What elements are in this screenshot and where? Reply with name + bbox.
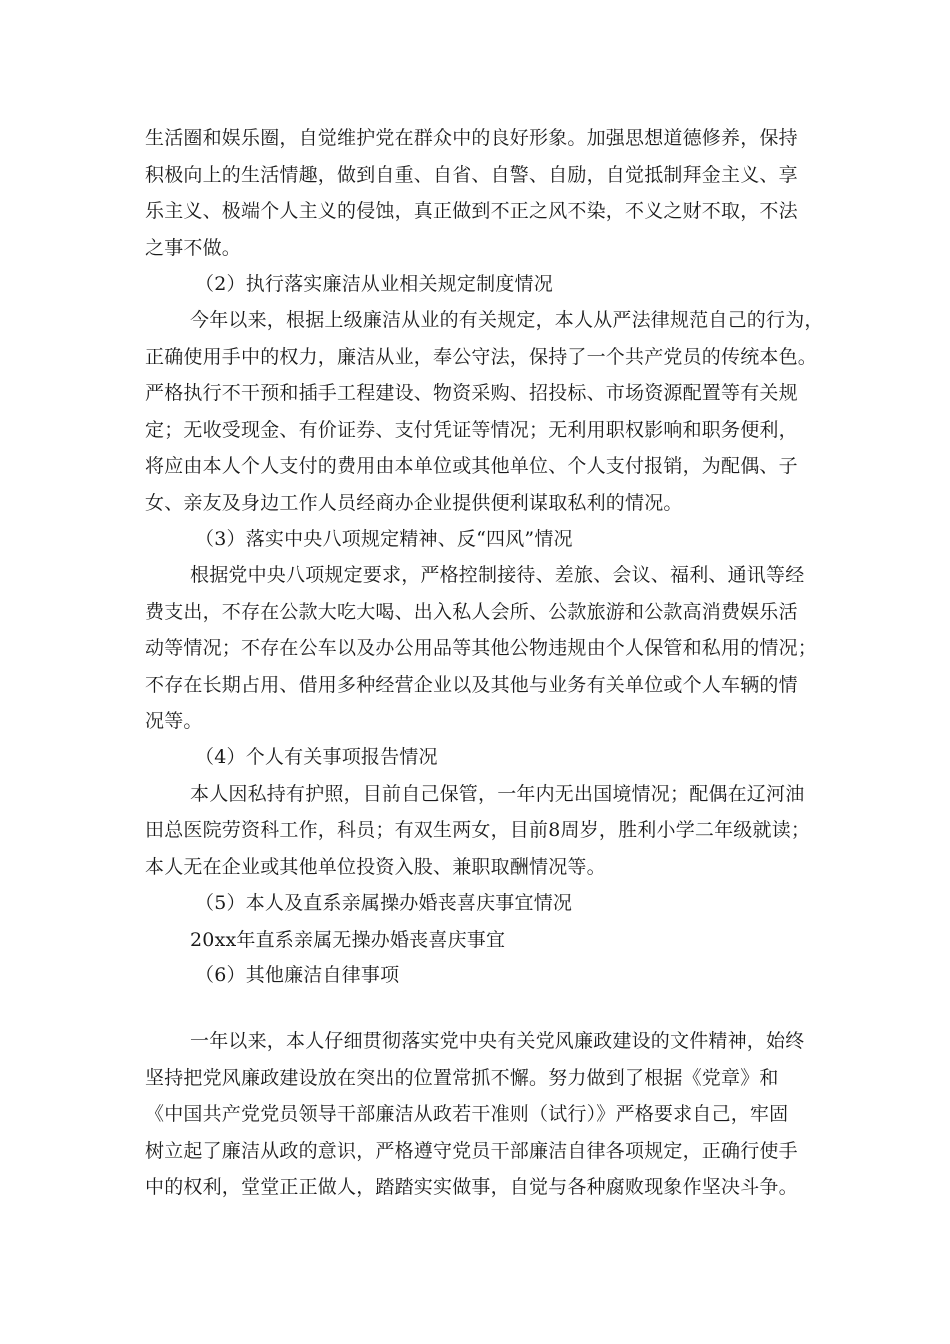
paragraph-line: 将应由本人个人支付的费用由本单位或其他单位、个人支付报销，为配偶、子 — [145, 455, 798, 477]
paragraph-line: 费支出，不存在公款大吃大喝、出入私人会所、公款旅游和公款高消费娱乐活 — [145, 601, 798, 623]
section-heading: （2）执行落实廉洁从业相关规定制度情况 — [195, 273, 553, 295]
paragraph-line: 20xx年直系亲属无操办婚丧喜庆事宜 — [190, 929, 506, 951]
paragraph-line: 田总医院劳资科工作，科员；有双生两女，目前8周岁，胜利小学二年级就读； — [145, 819, 811, 841]
paragraph-line: 女、亲友及身边工作人员经商办企业提供便利谋取私利的情况。 — [145, 492, 683, 514]
paragraph-line: 一年以来，本人仔细贯彻落实党中央有关党风廉政建设的文件精神，始终 — [190, 1030, 805, 1052]
paragraph-line: 今年以来，根据上级廉洁从业的有关规定，本人从严法律规范自己的行为， — [190, 309, 824, 331]
section-heading: （6）其他廉洁自律事项 — [195, 964, 400, 986]
paragraph-line: 严格执行不干预和插手工程建设、物资采购、招投标、市场资源配置等有关规 — [145, 382, 798, 404]
paragraph-line: 中的权利，堂堂正正做人，踏踏实实做事，自觉与各种腐败现象作坚决斗争。 — [145, 1176, 798, 1198]
section-heading: （5）本人及直系亲属操办婚丧喜庆事宜情况 — [195, 892, 573, 914]
paragraph-line: 本人因私持有护照，目前自己保管，一年内无出国境情况；配偶在辽河油 — [190, 783, 805, 805]
paragraph-line: 不存在长期占用、借用多种经营企业以及其他与业务有关单位或个人车辆的情 — [145, 674, 798, 696]
paragraph-line: 之事不做。 — [145, 237, 242, 259]
paragraph-line: 积极向上的生活情趣，做到自重、自省、自警、自励，自觉抵制拜金主义、享 — [145, 164, 798, 186]
section-heading: （3）落实中央八项规定精神、反“四风”情况 — [195, 528, 573, 550]
paragraph-line: 树立起了廉洁从政的意识，严格遵守党员干部廉洁自律各项规定，正确行使手 — [145, 1140, 798, 1162]
paragraph-line: 根据党中央八项规定要求，严格控制接待、差旅、会议、福利、通讯等经 — [190, 564, 805, 586]
paragraph-line: 正确使用手中的权力，廉洁从业，奉公守法，保持了一个共产党员的传统本色。 — [145, 346, 818, 368]
paragraph-line: 生活圈和娱乐圈，自觉维护党在群众中的良好形象。加强思想道德修养，保持 — [145, 127, 798, 149]
paragraph-line: 况等。 — [145, 710, 203, 732]
paragraph-line: 《中国共产党党员领导干部廉洁从政若干准则（试行）》严格要求自己，牢固 — [145, 1103, 789, 1125]
paragraph-line: 坚持把党风廉政建设放在突出的位置常抓不懈。努力做到了根据《党章》和 — [145, 1067, 779, 1089]
paragraph-line: 本人无在企业或其他单位投资入股、兼职取酬情况等。 — [145, 856, 606, 878]
paragraph-line: 定；无收受现金、有价证券、支付凭证等情况；无利用职权影响和职务便利， — [145, 419, 798, 441]
section-heading: （4）个人有关事项报告情况 — [195, 746, 438, 768]
paragraph-line: 乐主义、极端个人主义的侵蚀，真正做到不正之风不染，不义之财不取，不法 — [145, 200, 798, 222]
paragraph-line: 动等情况；不存在公车以及办公用品等其他公物违规由个人保管和私用的情况； — [145, 637, 818, 659]
